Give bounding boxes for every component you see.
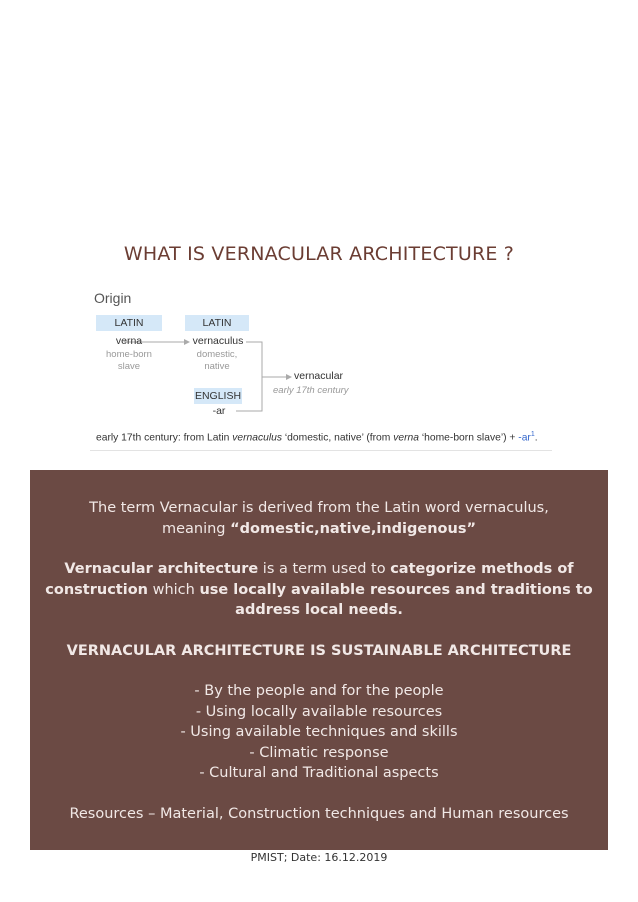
list-item: - Climatic response <box>249 744 389 761</box>
word-verna: verna <box>115 335 143 347</box>
description-paragraph: Vernacular architecture is a term used to categorize methods of construction which use locally available resources and traditions to address local needs. <box>45 561 593 618</box>
gloss-vernaculus-2: native <box>204 361 230 372</box>
gloss-verna-1: home-born <box>106 349 152 360</box>
list-item: - Cultural and Traditional aspects <box>199 765 439 781</box>
etymology-diagram <box>86 284 552 454</box>
tag-english: ENGLISH <box>194 390 242 402</box>
gloss-vernaculus-1: domestic, <box>196 349 238 360</box>
tag-latin-1: LATIN <box>96 315 162 331</box>
page-title: WHAT IS VERNACULAR ARCHITECTURE ? <box>123 243 515 265</box>
list-item: - By the people and for the people <box>194 683 444 699</box>
info-panel <box>30 470 608 850</box>
tag-latin-2: LATIN <box>185 315 249 331</box>
etymology-sentence: early 17th century: from Latin vernaculus ‘domestic, native’ (from verna ‘home-born slave’) + $-ar^1$. <box>96 431 538 444</box>
word-vernaculus: vernaculus <box>192 335 244 347</box>
divider <box>90 450 552 451</box>
word-vernacular: vernacular <box>294 370 344 382</box>
gloss-verna-2: slave <box>117 361 141 372</box>
sustainable-heading: VERNACULAR ARCHITECTURE IS SUSTAINABLE ARCHITECTURE <box>66 642 572 659</box>
resources-line: Resources – Material, Construction techniques and Human resources <box>69 805 569 822</box>
date-vernacular: early 17th century <box>273 385 349 396</box>
bullet-list <box>30 681 608 784</box>
list-item: - Using available techniques and skills <box>180 724 458 740</box>
word-suffix: -ar <box>212 405 226 417</box>
definition-paragraph: The term Vernacular is derived from the Latin word vernaculus, meaning “domestic,native,indigenous” <box>89 500 549 537</box>
footer: PMIST; Date: 16.12.2019 <box>250 851 388 864</box>
origin-label: Origin <box>94 290 132 306</box>
list-item: - Using locally available resources <box>195 703 443 720</box>
